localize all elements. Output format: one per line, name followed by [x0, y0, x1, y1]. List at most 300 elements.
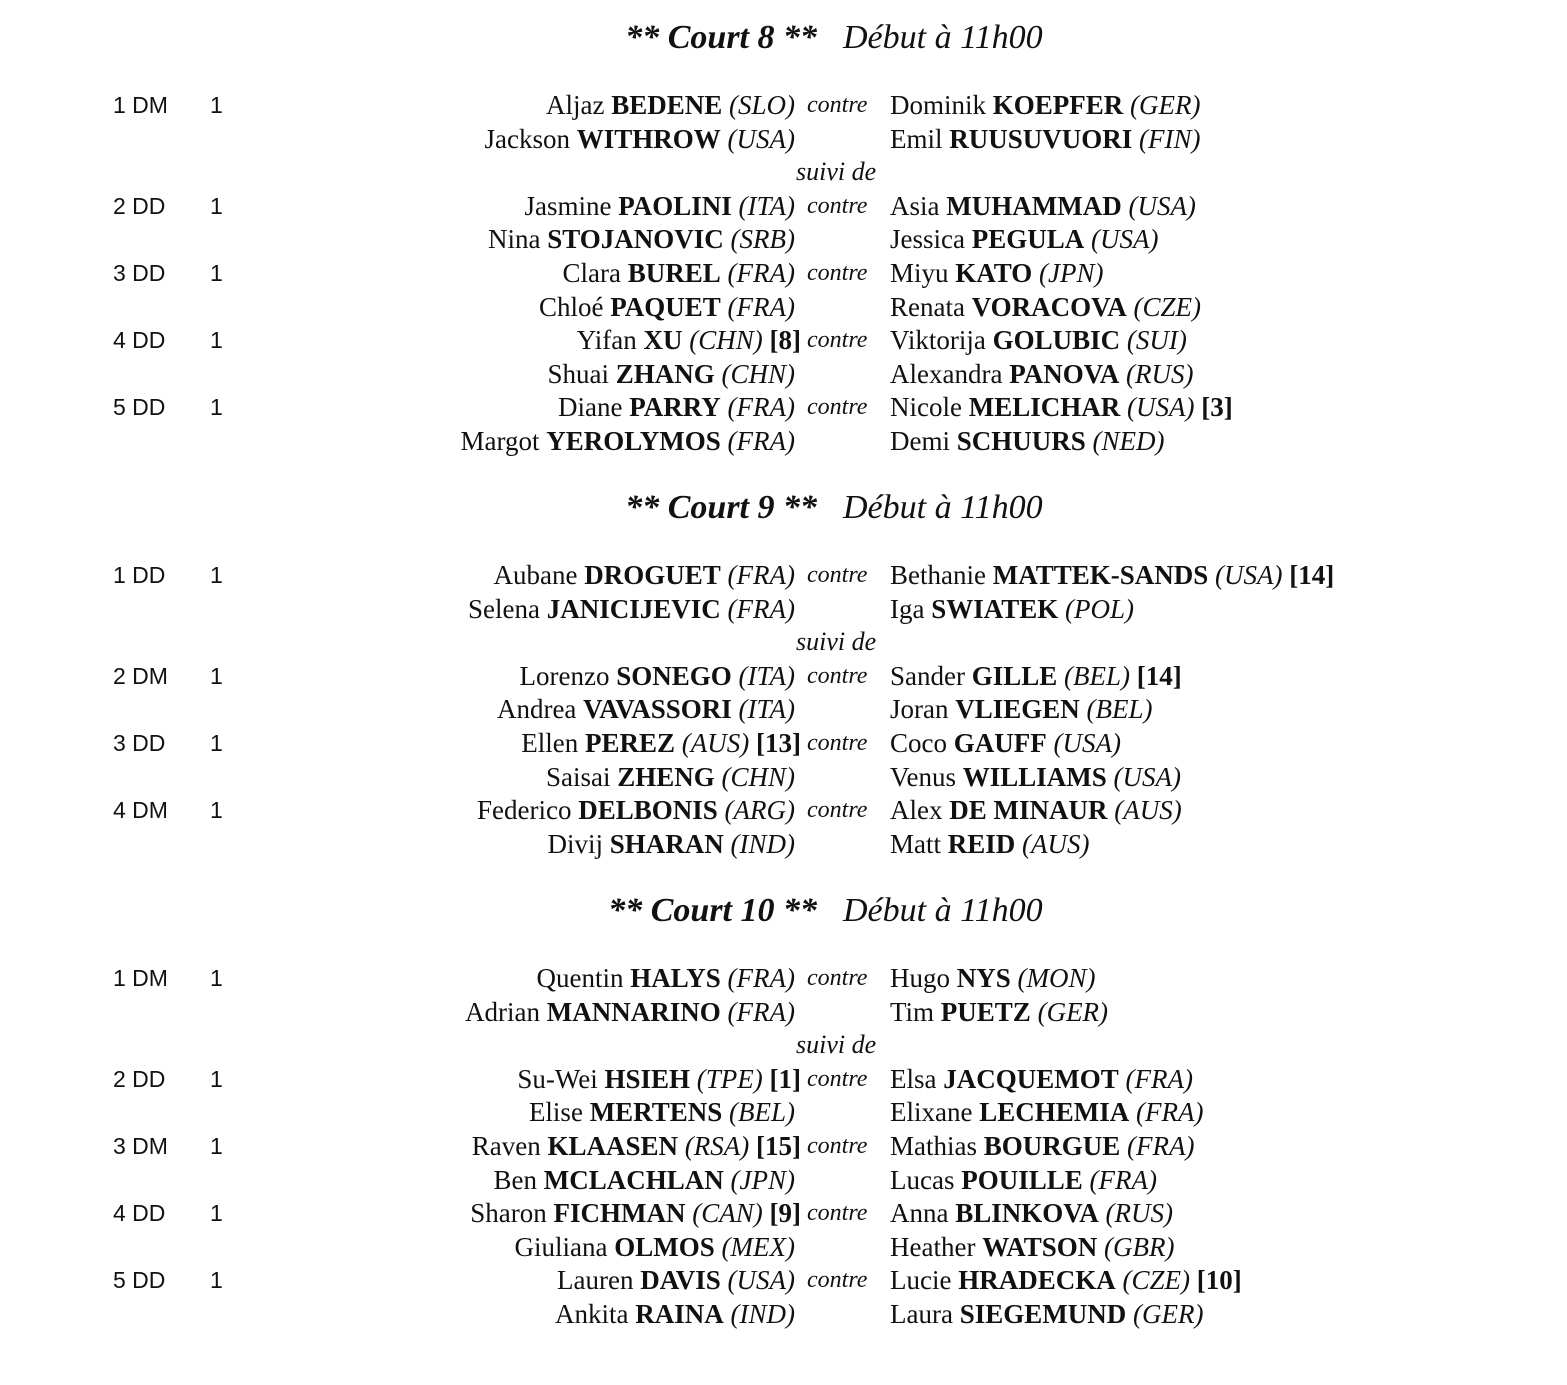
right-player: [890, 390, 1233, 424]
left-player: [558, 390, 795, 424]
right-player: [890, 1062, 1193, 1096]
player-first-name: Sander: [890, 660, 965, 691]
player-last-name: BLINKOVA: [955, 1198, 1099, 1229]
versus-label: contre: [807, 394, 868, 421]
player-country: (FRA): [727, 392, 795, 423]
right-player: [890, 88, 1201, 122]
start-time: Début à 11h00: [843, 19, 1043, 56]
match-number: 3 DM: [113, 1133, 168, 1159]
player-first-name: Lucie: [890, 1265, 952, 1296]
left-player: [468, 592, 795, 626]
player-last-name: HSIEH: [604, 1063, 691, 1094]
player-last-name: YEROLYMOS: [546, 426, 721, 456]
player-last-name: DELBONIS: [578, 795, 718, 826]
player-country: (FRA): [1136, 1097, 1204, 1128]
player-country: (RUS): [1125, 358, 1194, 389]
player-country: (FRA): [1127, 1131, 1195, 1161]
player-last-name: PANOVA: [1009, 358, 1120, 389]
player-last-name: MELICHAR: [968, 392, 1121, 423]
left-player: [485, 122, 796, 156]
right-player: [890, 995, 1108, 1029]
player-country: (MON): [1017, 963, 1096, 993]
followed-by-label: suivi de: [796, 157, 877, 187]
versus-label: contre: [807, 192, 868, 219]
player-country: (IND): [730, 1299, 795, 1329]
player-first-name: Nina: [488, 224, 541, 255]
followed-by-label: suivi de: [796, 1030, 877, 1060]
player-seed: [13]: [756, 728, 801, 758]
player-country: (BEL): [1064, 660, 1131, 691]
followed-by-row: [0, 155, 1567, 189]
versus-label: contre: [807, 1200, 868, 1227]
match-row: [0, 88, 1567, 122]
player-last-name: REID: [947, 828, 1016, 859]
match-row: [0, 256, 1567, 290]
player-first-name: Lorenzo: [519, 660, 610, 691]
match-number: 4 DD: [113, 327, 166, 354]
player-last-name: PEREZ: [585, 728, 676, 758]
left-player: [521, 726, 801, 760]
match-row: [0, 558, 1567, 592]
player-seed: [14]: [1289, 560, 1335, 590]
player-country: (BEL): [1086, 694, 1153, 725]
player-last-name: XU: [643, 325, 683, 356]
match-round: 1: [210, 1065, 223, 1092]
player-country: (USA): [1127, 392, 1195, 423]
match-row: [0, 793, 1567, 827]
player-last-name: BUREL: [627, 258, 721, 288]
right-player: [890, 256, 1104, 290]
match-row: [0, 659, 1567, 693]
player-last-name: PARRY: [629, 392, 721, 423]
left-player: [472, 1129, 801, 1163]
followed-by-row: [0, 625, 1567, 659]
player-first-name: Asia: [890, 190, 940, 221]
match-row: [0, 1062, 1567, 1096]
player-last-name: ZHENG: [617, 761, 715, 792]
player-last-name: GAUFF: [953, 728, 1047, 758]
player-first-name: Renata: [890, 291, 965, 322]
player-first-name: Laura: [890, 1299, 953, 1329]
match-row-partner: [0, 122, 1567, 156]
player-first-name: Elsa: [890, 1063, 937, 1094]
player-first-name: Adrian: [465, 996, 541, 1027]
player-first-name: Lauren: [557, 1265, 634, 1296]
player-country: (FRA): [727, 593, 795, 624]
player-first-name: Dominik: [890, 90, 987, 120]
match-row: [0, 961, 1567, 995]
versus-label: contre: [807, 327, 868, 354]
match-number: 1 DD: [113, 562, 166, 588]
right-player: [890, 961, 1096, 995]
court-header: [0, 16, 1567, 60]
player-seed: [15]: [756, 1131, 801, 1161]
match-number: 5 DD: [113, 394, 166, 421]
player-first-name: Yifan: [576, 325, 637, 356]
player-last-name: GOLUBIC: [992, 325, 1121, 356]
player-last-name: SONEGO: [616, 660, 732, 691]
versus-label: contre: [807, 797, 868, 824]
player-country: (GBR): [1103, 1231, 1175, 1262]
player-last-name: RAINA: [635, 1299, 724, 1329]
player-last-name: KOEPFER: [992, 90, 1124, 120]
player-last-name: WATSON: [982, 1231, 1098, 1262]
versus-label: contre: [807, 730, 868, 756]
player-seed: [3]: [1201, 392, 1233, 423]
player-last-name: BOURGUE: [983, 1131, 1121, 1161]
versus-label: contre: [807, 1267, 868, 1294]
right-player: [890, 189, 1196, 223]
player-country: (AUS): [1114, 795, 1182, 826]
player-last-name: GILLE: [971, 660, 1058, 691]
player-first-name: Diane: [558, 392, 623, 423]
player-last-name: KLAASEN: [547, 1131, 679, 1161]
player-first-name: Hugo: [890, 963, 950, 993]
left-player: [477, 793, 795, 827]
player-first-name: Elise: [528, 1097, 583, 1128]
player-country: (USA): [1091, 224, 1159, 255]
left-player: [520, 659, 795, 693]
match-row: [0, 390, 1567, 424]
player-first-name: Divij: [547, 828, 603, 859]
right-player: [890, 323, 1187, 357]
player-country: (SRB): [730, 224, 795, 255]
right-player: [890, 558, 1334, 592]
player-last-name: JANICIJEVIC: [546, 593, 721, 624]
match-number: 2 DD: [113, 192, 166, 219]
right-player: [890, 592, 1134, 626]
player-first-name: Margot: [460, 426, 540, 456]
player-first-name: Venus: [890, 761, 956, 792]
player-last-name: SWIATEK: [931, 593, 1059, 624]
left-player: [494, 1163, 795, 1197]
start-time: Début à 11h00: [843, 489, 1043, 526]
player-last-name: PEGULA: [971, 224, 1085, 255]
player-country: (SLO): [729, 90, 795, 120]
match-round: 1: [210, 327, 223, 354]
left-player: [529, 1095, 795, 1129]
player-last-name: WITHROW: [576, 123, 721, 154]
player-first-name: Federico: [477, 795, 572, 826]
player-first-name: Mathias: [890, 1131, 977, 1161]
match-number: 3 DD: [113, 260, 166, 286]
player-country: (FRA): [1089, 1164, 1157, 1195]
match-number: 1 DM: [113, 965, 168, 991]
player-last-name: PAOLINI: [618, 190, 732, 221]
player-country: (ITA): [738, 660, 795, 691]
player-first-name: Su-Wei: [517, 1063, 598, 1094]
player-first-name: Viktorija: [890, 325, 986, 356]
left-player: [497, 692, 795, 726]
player-first-name: Tim: [890, 996, 935, 1027]
player-last-name: DROGUET: [584, 560, 721, 590]
match-row: [0, 1263, 1567, 1297]
player-first-name: Aljaz: [545, 90, 605, 120]
court-title: ** Court 8 **: [625, 19, 817, 56]
player-last-name: KATO: [955, 258, 1033, 288]
right-player: [890, 290, 1201, 324]
player-last-name: MCLACHLAN: [543, 1164, 724, 1195]
player-last-name: FICHMAN: [553, 1198, 686, 1229]
player-last-name: SCHUURS: [956, 426, 1086, 456]
player-first-name: Nicole: [890, 392, 962, 423]
match-round: 1: [210, 797, 223, 824]
left-player: [547, 827, 795, 861]
player-country: (FRA): [727, 996, 795, 1027]
player-first-name: Ellen: [521, 728, 579, 758]
player-country: (FRA): [727, 291, 795, 322]
right-player: [890, 1230, 1174, 1264]
match-row: [0, 1129, 1567, 1163]
match-row: [0, 726, 1567, 760]
right-player: [890, 827, 1090, 861]
player-last-name: VLIEGEN: [955, 694, 1080, 725]
match-round: 1: [210, 1200, 223, 1227]
match-row-partner: [0, 1095, 1567, 1129]
player-last-name: WILLIAMS: [962, 761, 1107, 792]
match-row-partner: [0, 592, 1567, 626]
left-player: [546, 88, 795, 122]
match-round: 1: [210, 562, 223, 588]
player-first-name: Clara: [562, 258, 621, 288]
versus-label: contre: [807, 562, 868, 588]
player-country: (RUS): [1105, 1198, 1174, 1229]
player-country: (NED): [1092, 426, 1165, 456]
player-country: (CZE): [1133, 291, 1201, 322]
player-country: (GER): [1037, 996, 1109, 1027]
player-first-name: Coco: [890, 728, 947, 758]
right-player: [890, 424, 1165, 458]
player-last-name: MATTEK-SANDS: [992, 560, 1209, 590]
match-round: 1: [210, 1133, 223, 1159]
player-last-name: PAQUET: [610, 291, 721, 322]
player-last-name: MUHAMMAD: [946, 190, 1122, 221]
match-row-partner: [0, 1163, 1567, 1197]
match-row: [0, 323, 1567, 357]
player-seed: [1]: [769, 1063, 801, 1094]
right-player: [890, 122, 1201, 156]
court-header: [0, 486, 1567, 530]
right-player: [890, 760, 1181, 794]
player-country: (JPN): [1039, 258, 1104, 288]
right-player: [890, 222, 1158, 256]
match-row-partner: [0, 222, 1567, 256]
match-round: 1: [210, 662, 223, 689]
player-first-name: Miyu: [890, 258, 949, 288]
player-first-name: Demi: [890, 426, 950, 456]
match-row: [0, 1196, 1567, 1230]
player-last-name: ZHANG: [615, 358, 715, 389]
left-player: [460, 424, 795, 458]
match-row-partner: [0, 424, 1567, 458]
versus-label: contre: [807, 1133, 868, 1159]
right-player: [890, 692, 1153, 726]
player-country: (FIN): [1139, 123, 1201, 154]
player-last-name: RUUSUVUORI: [949, 123, 1133, 154]
player-last-name: STOJANOVIC: [547, 224, 724, 255]
player-country: (GER): [1132, 1299, 1204, 1329]
right-player: [890, 1297, 1203, 1331]
player-last-name: SIEGEMUND: [959, 1299, 1127, 1329]
match-number: 4 DM: [113, 797, 168, 824]
player-first-name: Jackson: [484, 123, 570, 154]
player-last-name: PUETZ: [940, 996, 1031, 1027]
match-round: 1: [210, 730, 223, 756]
match-round: 1: [210, 394, 223, 421]
player-first-name: Anna: [890, 1198, 949, 1229]
match-round: 1: [210, 1267, 223, 1294]
player-first-name: Andrea: [496, 694, 577, 725]
player-last-name: POUILLE: [961, 1164, 1083, 1195]
match-number: 2 DM: [113, 662, 168, 689]
player-country: (JPN): [730, 1164, 795, 1195]
match-round: 1: [210, 192, 223, 219]
player-first-name: Quentin: [536, 963, 624, 993]
left-player: [515, 1230, 795, 1264]
player-last-name: DE MINAUR: [949, 795, 1108, 826]
player-first-name: Alexandra: [890, 358, 1003, 389]
player-first-name: Chloé: [539, 291, 604, 322]
right-player: [890, 1196, 1173, 1230]
player-country: (FRA): [727, 258, 795, 288]
right-player: [890, 659, 1182, 693]
player-seed: [8]: [769, 325, 801, 356]
player-first-name: Alex: [890, 795, 943, 826]
player-first-name: Giuliana: [514, 1231, 608, 1262]
right-player: [890, 1163, 1157, 1197]
player-first-name: Iga: [890, 593, 925, 624]
player-first-name: Bethanie: [890, 560, 986, 590]
court-header: [0, 889, 1567, 933]
player-first-name: Emil: [890, 123, 943, 154]
versus-label: contre: [807, 1065, 868, 1092]
player-first-name: Lucas: [890, 1164, 955, 1195]
player-country: (CAN): [692, 1198, 763, 1229]
player-country: (BEL): [729, 1097, 795, 1128]
match-row: [0, 189, 1567, 223]
versus-label: contre: [807, 965, 868, 991]
player-last-name: MANNARINO: [546, 996, 721, 1027]
right-player: [890, 1129, 1195, 1163]
left-player: [555, 1297, 795, 1331]
match-row-partner: [0, 692, 1567, 726]
left-player: [488, 222, 795, 256]
player-last-name: BEDENE: [611, 90, 723, 120]
player-country: (FRA): [1125, 1063, 1193, 1094]
match-round: 1: [210, 260, 223, 286]
match-row-partner: [0, 827, 1567, 861]
player-country: (ITA): [738, 190, 795, 221]
player-country: (FRA): [727, 560, 795, 590]
player-last-name: JACQUEMOT: [943, 1063, 1119, 1094]
right-player: [890, 1263, 1242, 1297]
player-first-name: Ankita: [555, 1299, 629, 1329]
player-first-name: Sharon: [470, 1198, 547, 1229]
player-country: (AUS): [681, 728, 750, 758]
player-country: (RSA): [684, 1131, 750, 1161]
match-round: 1: [210, 965, 223, 991]
left-player: [546, 760, 795, 794]
player-last-name: NYS: [956, 963, 1011, 993]
player-country: (FRA): [727, 963, 795, 993]
player-country: (CHN): [689, 325, 763, 356]
player-last-name: SHARAN: [609, 828, 724, 859]
player-country: (ITA): [738, 694, 795, 725]
player-country: (USA): [727, 1265, 795, 1296]
player-country: (CHN): [721, 761, 795, 792]
left-player: [465, 995, 795, 1029]
left-player: [536, 961, 795, 995]
player-country: (FRA): [727, 426, 795, 456]
left-player: [539, 290, 795, 324]
left-player: [577, 323, 801, 357]
versus-label: contre: [807, 92, 868, 118]
match-row-partner: [0, 357, 1567, 391]
player-country: (USA): [1053, 728, 1121, 758]
court-title: ** Court 10 **: [608, 892, 817, 929]
match-number: 3 DD: [113, 730, 166, 756]
match-row-partner: [0, 290, 1567, 324]
match-number: 1 DM: [113, 92, 168, 118]
player-first-name: Aubane: [493, 560, 578, 590]
player-country: (CHN): [721, 358, 795, 389]
followed-by-row: [0, 1028, 1567, 1062]
versus-label: contre: [807, 260, 868, 286]
player-country: (USA): [727, 123, 795, 154]
player-first-name: Shuai: [547, 358, 609, 389]
player-country: (IND): [730, 828, 795, 859]
player-country: (GER): [1130, 90, 1201, 120]
match-number: 4 DD: [113, 1200, 166, 1227]
player-first-name: Jessica: [890, 224, 965, 255]
right-player: [890, 1095, 1203, 1129]
player-first-name: Raven: [471, 1131, 541, 1161]
player-country: (SUI): [1126, 325, 1187, 356]
player-last-name: DAVIS: [640, 1265, 721, 1296]
player-country: (USA): [1128, 190, 1196, 221]
player-first-name: Ben: [493, 1164, 538, 1195]
start-time: Début à 11h00: [843, 892, 1043, 929]
player-last-name: VAVASSORI: [583, 694, 732, 725]
player-country: (CZE): [1122, 1265, 1190, 1296]
left-player: [517, 1062, 801, 1096]
left-player: [557, 1263, 795, 1297]
match-row-partner: [0, 760, 1567, 794]
versus-label: contre: [807, 662, 868, 689]
right-player: [890, 726, 1121, 760]
right-player: [890, 793, 1182, 827]
player-seed: [9]: [769, 1198, 801, 1229]
player-first-name: Heather: [890, 1231, 976, 1262]
player-country: (POL): [1065, 593, 1135, 624]
left-player: [470, 1196, 801, 1230]
player-first-name: Saisai: [545, 761, 611, 792]
player-last-name: LECHEMIA: [979, 1097, 1130, 1128]
left-player: [547, 357, 795, 391]
player-last-name: HRADECKA: [958, 1265, 1116, 1296]
player-first-name: Selena: [468, 593, 540, 624]
player-country: (USA): [1113, 761, 1182, 792]
court-title: ** Court 9 **: [625, 489, 817, 526]
player-last-name: HALYS: [630, 963, 721, 993]
player-country: (ARG): [724, 795, 795, 826]
followed-by-label: suivi de: [796, 627, 877, 657]
left-player: [525, 189, 796, 223]
match-number: 2 DD: [113, 1065, 166, 1092]
player-seed: [10]: [1196, 1265, 1242, 1296]
player-country: (USA): [1215, 560, 1283, 590]
player-first-name: Elixane: [890, 1097, 973, 1128]
